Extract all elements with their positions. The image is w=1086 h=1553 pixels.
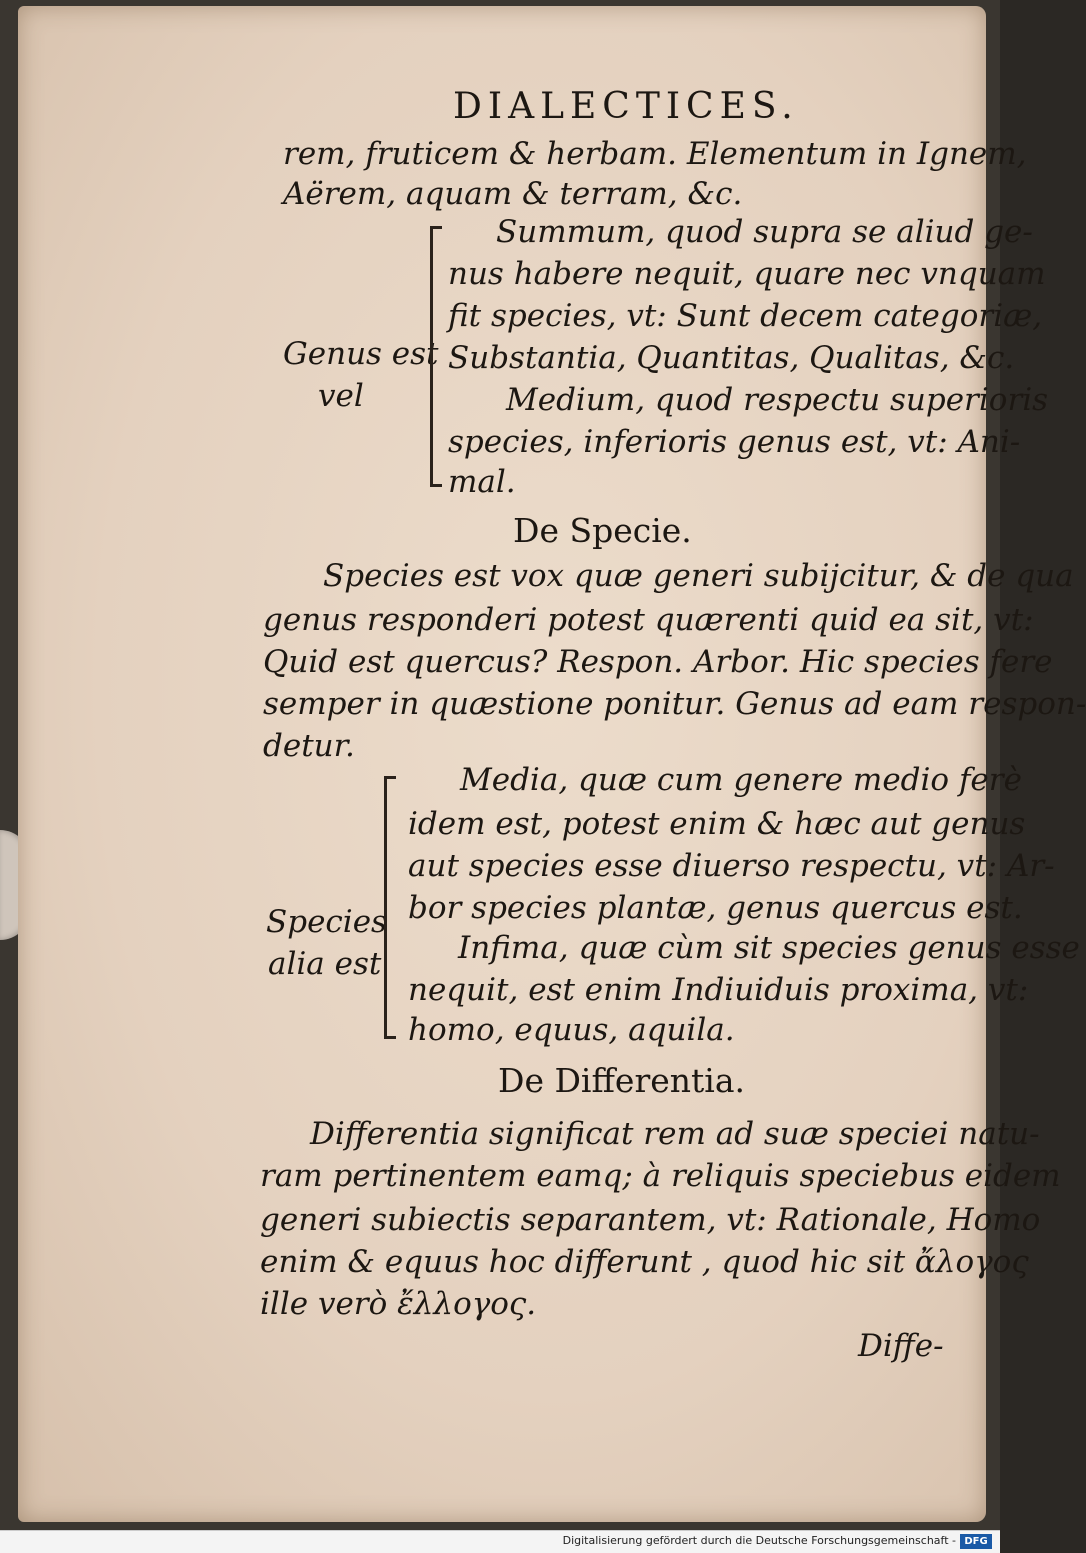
species-line: detur. <box>263 728 355 764</box>
species-alia-line: bor species plantæ, genus quercus est. <box>408 890 1023 926</box>
species-line: Quid est quercus? Respon. Arbor. Hic species fere <box>263 644 1053 680</box>
dfg-logo-icon[interactable]: DFG <box>960 1534 992 1549</box>
text-line: Aërem, aquam & terram, &c. <box>283 176 743 212</box>
bracket-genus-top <box>430 226 442 229</box>
genus-line: Medium, quod respectu superioris <box>506 382 1049 418</box>
genus-line: species, inferioris genus est, vt: Ani- <box>448 424 1021 460</box>
species-alia-label: Species <box>266 904 387 940</box>
species-alia-line: homo, equus, aquila. <box>408 1012 735 1048</box>
species-alia-line: nequit, est enim Indiuiduis proxima, vt: <box>408 972 1029 1008</box>
catchword: Diffe- <box>858 1328 944 1364</box>
genus-line: mal. <box>448 464 516 500</box>
footer-bar <box>0 1530 1000 1553</box>
bracket-species <box>384 778 387 1038</box>
genus-label: Genus est <box>283 336 439 372</box>
bracket-genus <box>430 228 433 486</box>
genus-line: Summum, quod supra se aliud ge- <box>496 214 1033 250</box>
differentia-line: Differentia significat rem ad suæ speciei natu- <box>310 1116 1040 1152</box>
differentia-line: generi subiectis separantem, vt: Rationale, Homo <box>260 1202 1041 1238</box>
species-alia-line: Infima, quæ cùm sit species genus esse <box>458 930 1080 966</box>
differentia-line: ille verò ἔλλογος. <box>260 1286 537 1322</box>
book-page <box>18 6 1086 1522</box>
species-line: Species est vox quæ generi subijcitur, & de qua <box>323 558 1074 594</box>
species-alia-line: idem est, potest enim & hæc aut genus <box>408 806 1026 842</box>
heading-de-differentia: De Differentia. <box>498 1061 746 1100</box>
bracket-species-top <box>384 776 396 779</box>
species-line: semper in quæstione ponitur. Genus ad eam respon- <box>263 686 1086 722</box>
heading-de-specie: De Specie. <box>513 511 692 550</box>
bracket-species-bottom <box>384 1036 396 1039</box>
differentia-line: enim & equus hoc differunt , quod hic sit ἄλογος <box>260 1244 1029 1280</box>
species-alia-line: Media, quæ cum genere medio ferè <box>460 762 1022 798</box>
text-line: rem, fruticem & herbam. Elementum in Ignem, <box>283 136 1027 172</box>
funding-credit: Digitalisierung gefördert durch die Deutsche Forschungsgemeinschaft - <box>562 1534 956 1547</box>
running-head: DIALECTICES. <box>453 86 799 127</box>
species-alia-line: aut species esse diuerso respectu, vt: Ar- <box>408 848 1055 884</box>
species-line: genus responderi potest quærenti quid ea sit, vt: <box>263 602 1034 638</box>
species-alia-label-est: alia est <box>268 946 382 982</box>
genus-line: nus habere nequit, quare nec vnquam <box>448 256 1046 292</box>
bracket-genus-bottom <box>430 484 442 487</box>
genus-label-vel: vel <box>318 378 364 414</box>
genus-line: Substantia, Quantitas, Qualitas, &c. <box>448 340 1015 376</box>
genus-line: fit species, vt: Sunt decem categoriæ, <box>448 298 1043 334</box>
differentia-line: ram pertinentem eamq; à reliquis speciebus eidem <box>260 1158 1061 1194</box>
